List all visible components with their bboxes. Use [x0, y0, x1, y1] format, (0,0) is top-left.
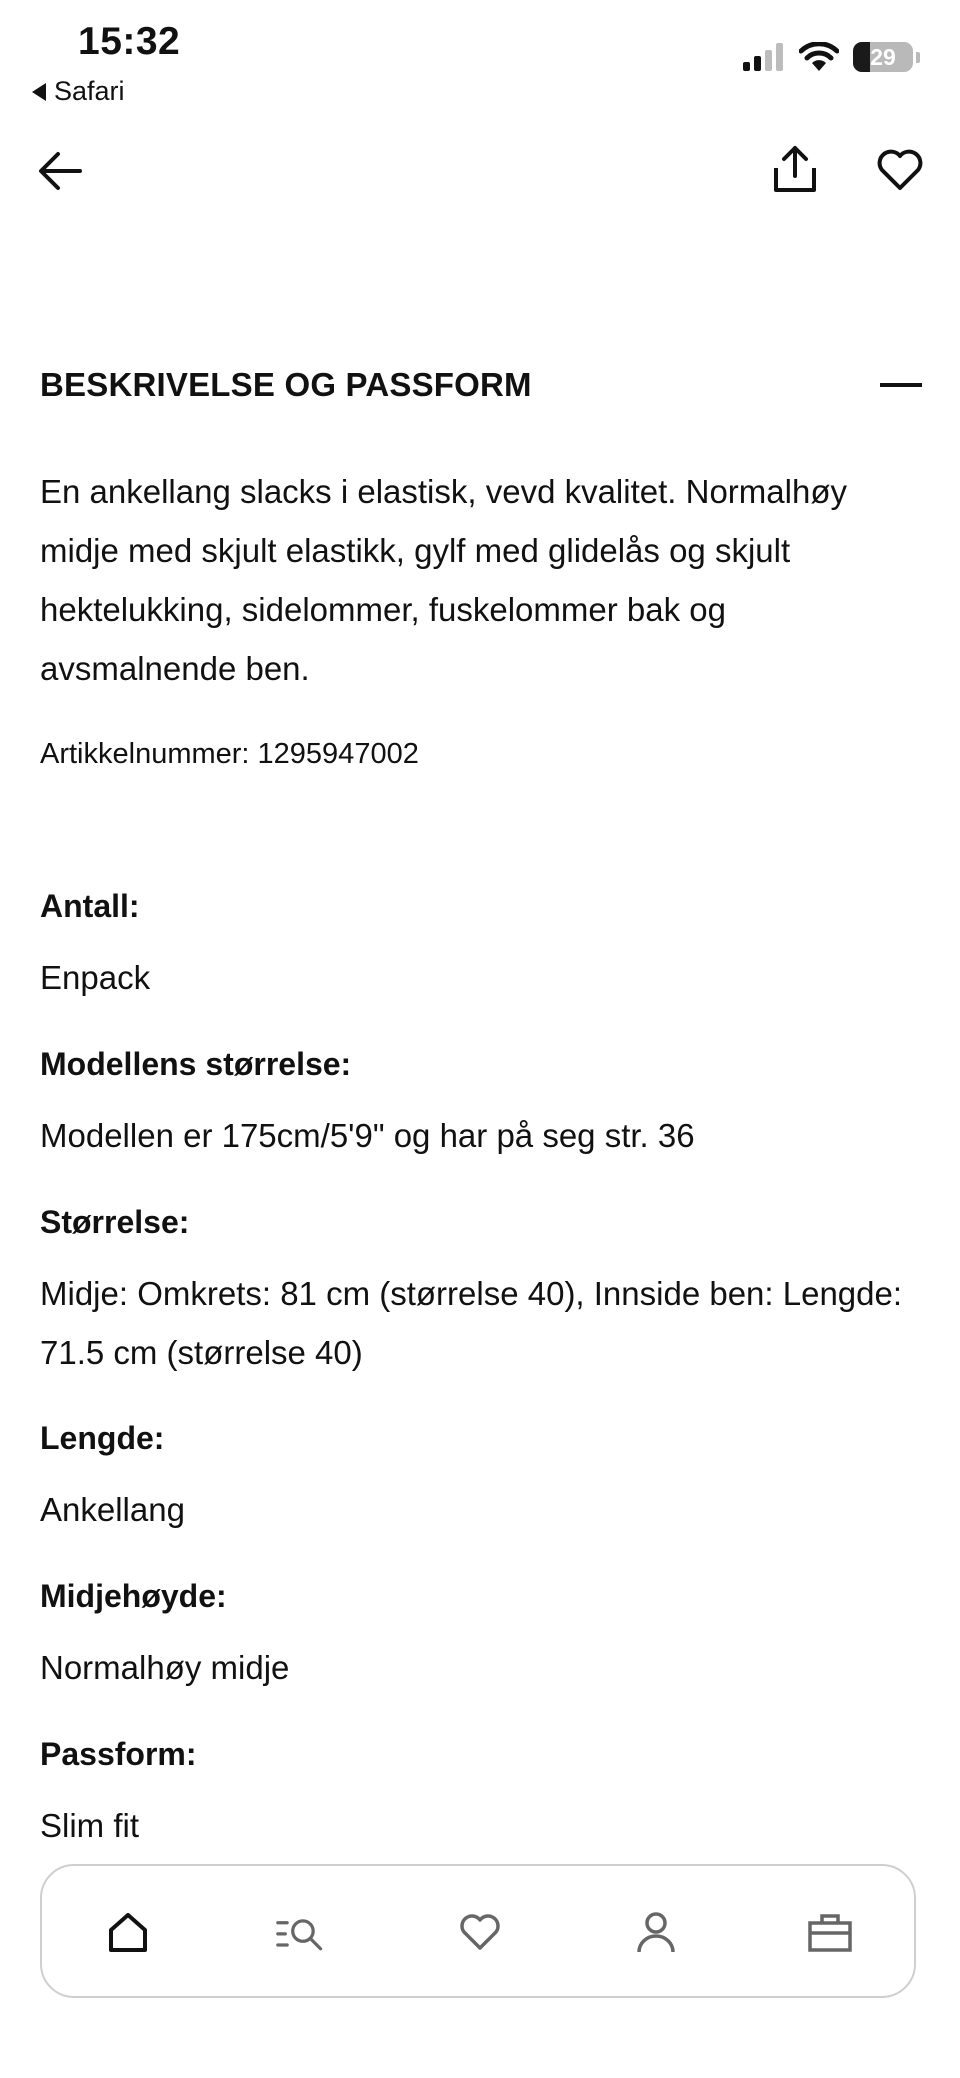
tab-favorites[interactable]	[454, 1906, 506, 1958]
product-description: En ankellang slacks i elastisk, vevd kvalitet. Normalhøy midje med skjult elastikk, gylf med glidelås og skjult hektelukking, sidelommer, fuskelommer bak og avsmalnende ben.	[40, 473, 847, 687]
attr-label-model-size: Modellens størrelse:	[40, 1046, 352, 1082]
share-button[interactable]	[770, 144, 820, 196]
heart-outline-icon	[876, 148, 924, 192]
article-number: Artikkelnummer: 1295947002	[40, 738, 419, 770]
heart-icon	[458, 1912, 502, 1952]
collapse-minus-icon[interactable]	[880, 383, 922, 387]
wifi-icon	[799, 42, 839, 72]
tab-home[interactable]	[102, 1906, 154, 1958]
attr-label-quantity: Antall:	[40, 888, 140, 924]
bottom-tab-bar	[40, 1864, 916, 1998]
battery-level: 29	[870, 43, 896, 70]
attr-value-size: Midje: Omkrets: 81 cm (størrelse 40), Innside ben: Lengde: 71.5 cm (størrelse 40)	[40, 1275, 903, 1371]
attr-label-fit: Passform:	[40, 1736, 197, 1772]
back-to-safari[interactable]	[32, 76, 125, 107]
attr-value-fit: Slim fit	[40, 1807, 139, 1844]
favorite-button[interactable]	[876, 148, 924, 192]
status-indicators	[743, 42, 920, 72]
section-title: BESKRIVELSE OG PASSFORM	[40, 366, 532, 403]
share-icon	[770, 144, 820, 196]
battery-icon	[853, 42, 913, 72]
back-app-label: Safari	[54, 76, 125, 106]
tab-bag[interactable]	[804, 1906, 856, 1958]
tab-search[interactable]	[276, 1906, 328, 1958]
profile-icon	[634, 1910, 678, 1954]
search-menu-icon	[276, 1910, 328, 1954]
attr-value-quantity: Enpack	[40, 959, 151, 996]
status-time: 15:32	[78, 20, 181, 63]
attr-label-length: Lengde:	[40, 1420, 165, 1456]
attr-value-waist-height: Normalhøy midje	[40, 1649, 290, 1686]
back-button[interactable]	[36, 146, 86, 196]
back-triangle-icon	[32, 83, 46, 101]
signal-icon	[743, 43, 785, 71]
tab-profile[interactable]	[630, 1906, 682, 1958]
shopping-bag-icon	[807, 1912, 853, 1952]
arrow-left-icon	[36, 146, 86, 196]
attr-value-length: Ankellang	[40, 1491, 185, 1528]
home-icon	[106, 1910, 150, 1954]
battery-cap	[916, 52, 920, 63]
description-section-header[interactable]	[40, 366, 924, 404]
attr-label-size: Størrelse:	[40, 1204, 190, 1240]
attr-value-model-size: Modellen er 175cm/5'9" og har på seg str. 36	[40, 1117, 695, 1154]
attr-label-waist-height: Midjehøyde:	[40, 1578, 227, 1614]
